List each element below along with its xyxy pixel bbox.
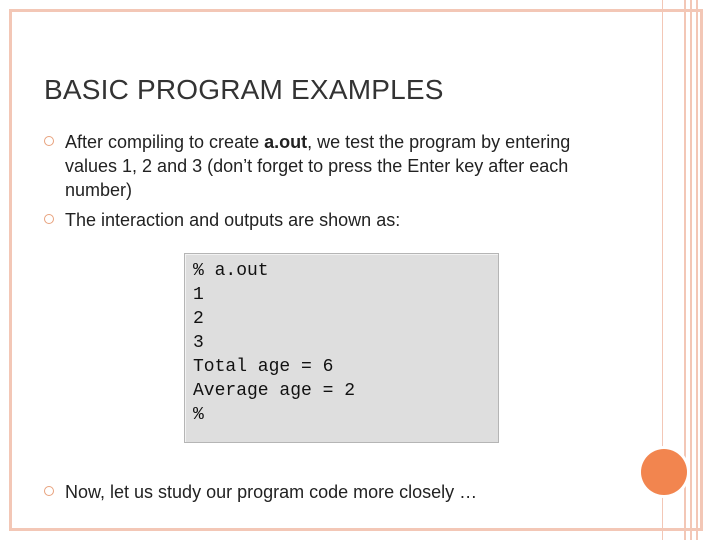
bullet-item xyxy=(44,130,625,202)
bullet-circle-icon xyxy=(44,136,54,146)
terminal-line: 2 xyxy=(193,309,204,329)
terminal-line: % xyxy=(193,405,204,425)
terminal-output-box xyxy=(184,253,499,443)
terminal-line: 3 xyxy=(193,333,204,353)
bullet-circle-icon xyxy=(44,486,54,496)
decor-rail xyxy=(696,0,698,540)
bullet-bold-filename: a.out xyxy=(264,132,308,152)
terminal-line: Average age = 2 xyxy=(193,381,356,401)
terminal-line: Total age = 6 xyxy=(193,357,334,377)
bullet-item xyxy=(44,480,625,504)
bullet-text: The interaction and outputs are shown as: xyxy=(65,210,401,230)
decor-rail xyxy=(684,0,686,540)
slide-title: BASIC PROGRAM EXAMPLES xyxy=(44,74,444,105)
decor-rail xyxy=(690,0,692,540)
terminal-line: % a.out xyxy=(193,261,269,281)
bullet-item xyxy=(44,208,625,232)
bullet-circle-icon xyxy=(44,214,54,224)
bullet-text-part: After compiling to create xyxy=(65,132,265,152)
bullet-text: Now, let us study our program code more closely … xyxy=(65,482,478,502)
bullet-text-part: , we test the program by entering values 1, 2 and 3 (don’t forget to press the Enter key after each number) xyxy=(65,132,571,200)
bullet-text xyxy=(65,130,625,202)
terminal-line: 1 xyxy=(193,285,204,305)
decor-circle xyxy=(641,449,687,495)
